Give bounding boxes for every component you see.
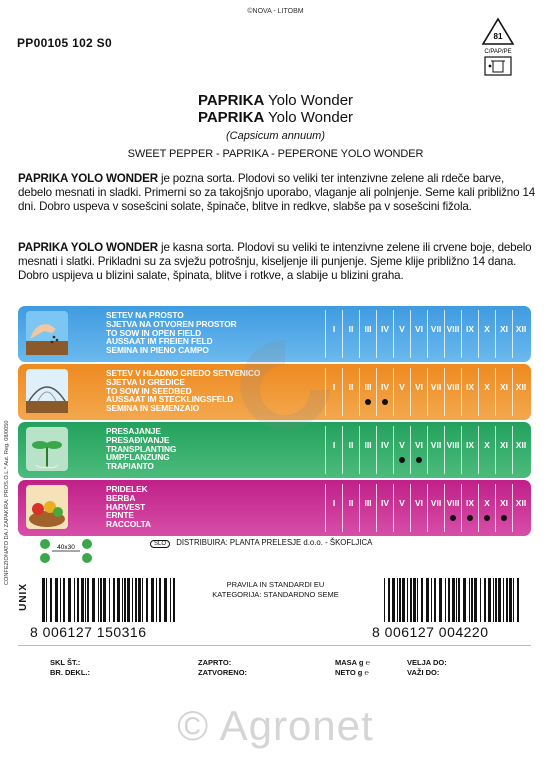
- month-label: VI: [414, 382, 424, 392]
- month-cell: [444, 426, 461, 474]
- month-cell: [495, 310, 512, 358]
- closed-labels: [198, 658, 247, 678]
- month-cell: [376, 484, 393, 532]
- month-cell: [376, 310, 393, 358]
- month-label: XII: [515, 324, 527, 334]
- divider: [18, 645, 531, 646]
- month-cell: [512, 484, 529, 532]
- calendar-dot: [416, 457, 422, 463]
- month-cell: [376, 368, 393, 416]
- greenhouse-icon: [26, 369, 68, 413]
- month-label: IX: [465, 440, 475, 450]
- pravila-line-2: KATEGORIJA: STANDARDNO SEME: [212, 589, 339, 599]
- band-label: UMPFLANZUNG: [106, 452, 170, 463]
- month-label: XI: [499, 498, 509, 508]
- latin-name: (Capsicum annuum): [225, 130, 326, 142]
- para1-bold: PAPRIKA YOLO WONDER: [18, 172, 158, 185]
- month-cell: [359, 426, 376, 474]
- month-cell: [393, 368, 410, 416]
- band-label: AUSSAAT IM STECKLINGSFELD: [106, 394, 234, 405]
- sowing-hand-icon: [26, 311, 68, 355]
- month-cell: [461, 310, 478, 358]
- month-cell: [410, 368, 427, 416]
- estimate-e-icon: ℮: [364, 668, 369, 677]
- month-label: IX: [465, 498, 475, 508]
- month-label: II: [348, 440, 354, 450]
- month-label: XI: [499, 324, 509, 334]
- month-label: X: [484, 382, 490, 392]
- product-code: PP00105 102 S0: [17, 36, 112, 50]
- month-cell: [359, 484, 376, 532]
- br-dekl-label: BR. DEKL.:: [50, 668, 90, 677]
- neto-label: [335, 668, 370, 678]
- month-label: IX: [465, 324, 475, 334]
- month-cell: [393, 310, 410, 358]
- pravila-line-1: PRAVILA IN STANDARDI EU: [226, 580, 325, 589]
- month-cell: [342, 310, 359, 358]
- seedling-icon: [26, 427, 68, 471]
- copyright-text: ©NOVA - LITOBM: [247, 8, 304, 15]
- month-cell: [461, 426, 478, 474]
- barcode-number-1: 8 006127 150316: [30, 624, 147, 640]
- title-bold-2: PAPRIKA: [197, 109, 264, 126]
- calendar-dot: [365, 399, 371, 405]
- distributor: [150, 538, 372, 548]
- month-cell: [478, 310, 495, 358]
- month-label: VII: [430, 498, 442, 508]
- month-label: II: [348, 324, 354, 334]
- month-label: V: [399, 324, 405, 334]
- month-label: III: [364, 498, 372, 508]
- calendar-dot: [467, 515, 473, 521]
- recycle-label: C/PAP/PE: [484, 49, 512, 55]
- month-label: IV: [380, 440, 390, 450]
- month-cell: [512, 310, 529, 358]
- month-cell: [444, 484, 461, 532]
- calendar-dot: [484, 515, 490, 521]
- month-label: VIII: [446, 382, 460, 392]
- month-cell: [359, 368, 376, 416]
- month-label: II: [348, 498, 354, 508]
- month-cell: [359, 310, 376, 358]
- vazi-label: VAŽI DO:: [407, 668, 440, 677]
- month-cell: [495, 426, 512, 474]
- description-croatian: [18, 241, 538, 283]
- band-labels: [106, 427, 176, 471]
- band-label: HARVEST: [106, 501, 146, 512]
- para1-text: je pozna sorta. Plodovi so veliki ter intenzivne zelene ali rdeče barve, debelo mesnati in sladki. Primerni so za takojšnjo uporabo, vlaganje ali polnjenje. Seme kali približno 14 dni. Dobro uspeva v sosešcini solate, špinače, blitve in redkve, slabše pa v sosešcini fižola.: [18, 172, 536, 213]
- band-label: SEMINA IN PIENO CAMPO: [106, 345, 209, 356]
- zatvoreno-label: ZATVORENO:: [198, 668, 248, 677]
- month-cell: [342, 484, 359, 532]
- band-label: PRESAJANJE: [106, 426, 161, 436]
- month-label: VII: [430, 440, 442, 450]
- para2-text: je kasna sorta. Plodovi su veliki te intenzivne zelene ili crvene boje, debelo mesnati i slatki. Prikladni su za svježu potrošnju, kiseljenje ili punjenje. Sjeme klije približno 14 dana. Dobro uspijeva u blizini salate, špinata, blitve i rotkve, a slabije u blizini graha.: [18, 241, 532, 282]
- month-grid: [325, 310, 529, 358]
- month-cell: [325, 484, 342, 532]
- month-cell: [495, 484, 512, 532]
- month-cell: [427, 368, 444, 416]
- para2-bold: PAPRIKA YOLO WONDER: [18, 241, 158, 254]
- month-cell: [342, 426, 359, 474]
- zaprto-label: ZAPRTO:: [198, 658, 232, 667]
- mass-labels: [335, 658, 370, 678]
- month-cell: [512, 368, 529, 416]
- month-grid: [325, 368, 529, 416]
- band-label: SETEV V HLADNO GREDO SETVENICO: [106, 368, 261, 378]
- month-label: X: [484, 498, 490, 508]
- month-grid: [325, 426, 529, 474]
- month-cell: [461, 368, 478, 416]
- month-label: XI: [499, 382, 509, 392]
- month-cell: [512, 426, 529, 474]
- month-label: IX: [465, 382, 475, 392]
- description-slovenian: [18, 172, 538, 214]
- velja-label: VELJA DO:: [407, 658, 447, 667]
- month-label: X: [484, 440, 490, 450]
- month-cell: [376, 426, 393, 474]
- band-labels: [106, 311, 237, 355]
- title-variety-1: Yolo Wonder: [267, 92, 354, 109]
- month-label: II: [348, 382, 354, 392]
- month-label: V: [399, 382, 405, 392]
- band-label: TRAPIANTO: [106, 461, 154, 472]
- month-label: VII: [430, 324, 442, 334]
- band-label: TO SOW IN SEEDBED: [106, 385, 192, 396]
- estimate-e-icon: ℮: [365, 658, 371, 667]
- month-label: XI: [499, 440, 509, 450]
- month-label: I: [332, 382, 336, 392]
- vegetable-basket-icon: [26, 485, 68, 529]
- skl-label: SKL ŠT.:: [50, 658, 81, 667]
- calendar-dot: [382, 399, 388, 405]
- barcode-number-2: 8 006127 004220: [372, 624, 489, 640]
- month-cell: [478, 426, 495, 474]
- title-bold-1: PAPRIKA: [197, 92, 264, 109]
- band-label: TO SOW IN OPEN FIELD: [106, 327, 202, 338]
- month-label: IV: [380, 324, 390, 334]
- band-label: PRIDELEK: [106, 484, 148, 494]
- month-cell: [461, 484, 478, 532]
- calendar-dot: [450, 515, 456, 521]
- month-cell: [342, 368, 359, 416]
- watermark-logo-icon: [230, 330, 340, 450]
- band-label: SJETVA NA OTVOREN PROSTOR: [106, 318, 237, 329]
- month-cell: [495, 368, 512, 416]
- month-cell: [478, 484, 495, 532]
- month-grid: [325, 484, 529, 532]
- neto-text: NETO g: [335, 668, 363, 677]
- band-label: SEMINA IN SEMENZAIO: [106, 403, 200, 414]
- month-label: XII: [515, 382, 527, 392]
- month-label: IV: [380, 498, 390, 508]
- title-line-2: [0, 109, 551, 126]
- band-label: AUSSAAT IM FREIEN FELD: [106, 336, 213, 347]
- month-label: VIII: [446, 498, 460, 508]
- calendar-dot: [501, 515, 507, 521]
- band-label: BERBA: [106, 492, 136, 503]
- month-cell: [427, 310, 444, 358]
- barcode-2: [382, 578, 522, 622]
- band-labels: [106, 485, 151, 529]
- month-label: III: [364, 324, 372, 334]
- month-label: VIII: [446, 440, 460, 450]
- distributor-text: DISTRIBUIRA: PLANTA PRELESJE d.o.o. - ŠKOFLJICA: [176, 538, 373, 547]
- recycle-code: 81: [493, 32, 503, 41]
- month-label: I: [332, 440, 336, 450]
- band-label: TRANSPLANTING: [106, 443, 177, 454]
- month-label: III: [364, 440, 372, 450]
- lot-labels: [50, 658, 90, 678]
- month-cell: [444, 368, 461, 416]
- spacing-label: 40x30: [57, 544, 75, 551]
- month-cell: [410, 426, 427, 474]
- band-label: ERNTE: [106, 510, 134, 521]
- month-cell: [478, 368, 495, 416]
- month-label: I: [332, 498, 336, 508]
- recycle-icon: [478, 16, 518, 76]
- unix-label: UNIX: [18, 583, 29, 611]
- month-label: VI: [414, 498, 424, 508]
- month-label: X: [484, 324, 490, 334]
- month-cell: [427, 484, 444, 532]
- calendar-dot: [399, 457, 405, 463]
- title-variety-2: Yolo Wonder: [267, 109, 354, 126]
- month-cell: [410, 310, 427, 358]
- month-label: VI: [414, 440, 424, 450]
- country-badge: SLO: [150, 540, 170, 548]
- month-label: IV: [380, 382, 390, 392]
- month-cell: [393, 426, 410, 474]
- band-label: SETEV NA PROSTO: [106, 310, 184, 320]
- month-label: VI: [414, 324, 424, 334]
- title-line-1: [0, 92, 551, 109]
- month-label: VII: [430, 382, 442, 392]
- month-cell: [410, 484, 427, 532]
- band-label: RACCOLTA: [106, 519, 151, 530]
- month-label: III: [364, 382, 372, 392]
- common-names: SWEET PEPPER - PAPRIKA - PEPERONE YOLO WONDER: [127, 148, 424, 160]
- band-label: SJETVA U GREDICE: [106, 376, 185, 387]
- month-label: VIII: [446, 324, 460, 334]
- month-label: I: [332, 324, 336, 334]
- month-cell: [427, 426, 444, 474]
- month-cell: [444, 310, 461, 358]
- masa-text: MASA g: [335, 658, 364, 667]
- packer-registration-text: CONFEZIONATO DA / ZAPAKIRA: PROS.O.L.* Aut. Reg. 08/0050: [4, 420, 10, 586]
- month-label: V: [399, 440, 405, 450]
- band-label: PRESAĐIVANJE: [106, 434, 170, 445]
- barcode-1: [40, 578, 180, 622]
- band-harvest: [18, 480, 531, 536]
- masa-label: [335, 658, 370, 668]
- month-cell: [393, 484, 410, 532]
- month-label: XII: [515, 498, 527, 508]
- valid-labels: [407, 658, 447, 678]
- month-label: V: [399, 498, 405, 508]
- watermark-text: © Agronet: [177, 702, 374, 749]
- month-label: XII: [515, 440, 527, 450]
- spacing-diagram-icon: [38, 537, 94, 565]
